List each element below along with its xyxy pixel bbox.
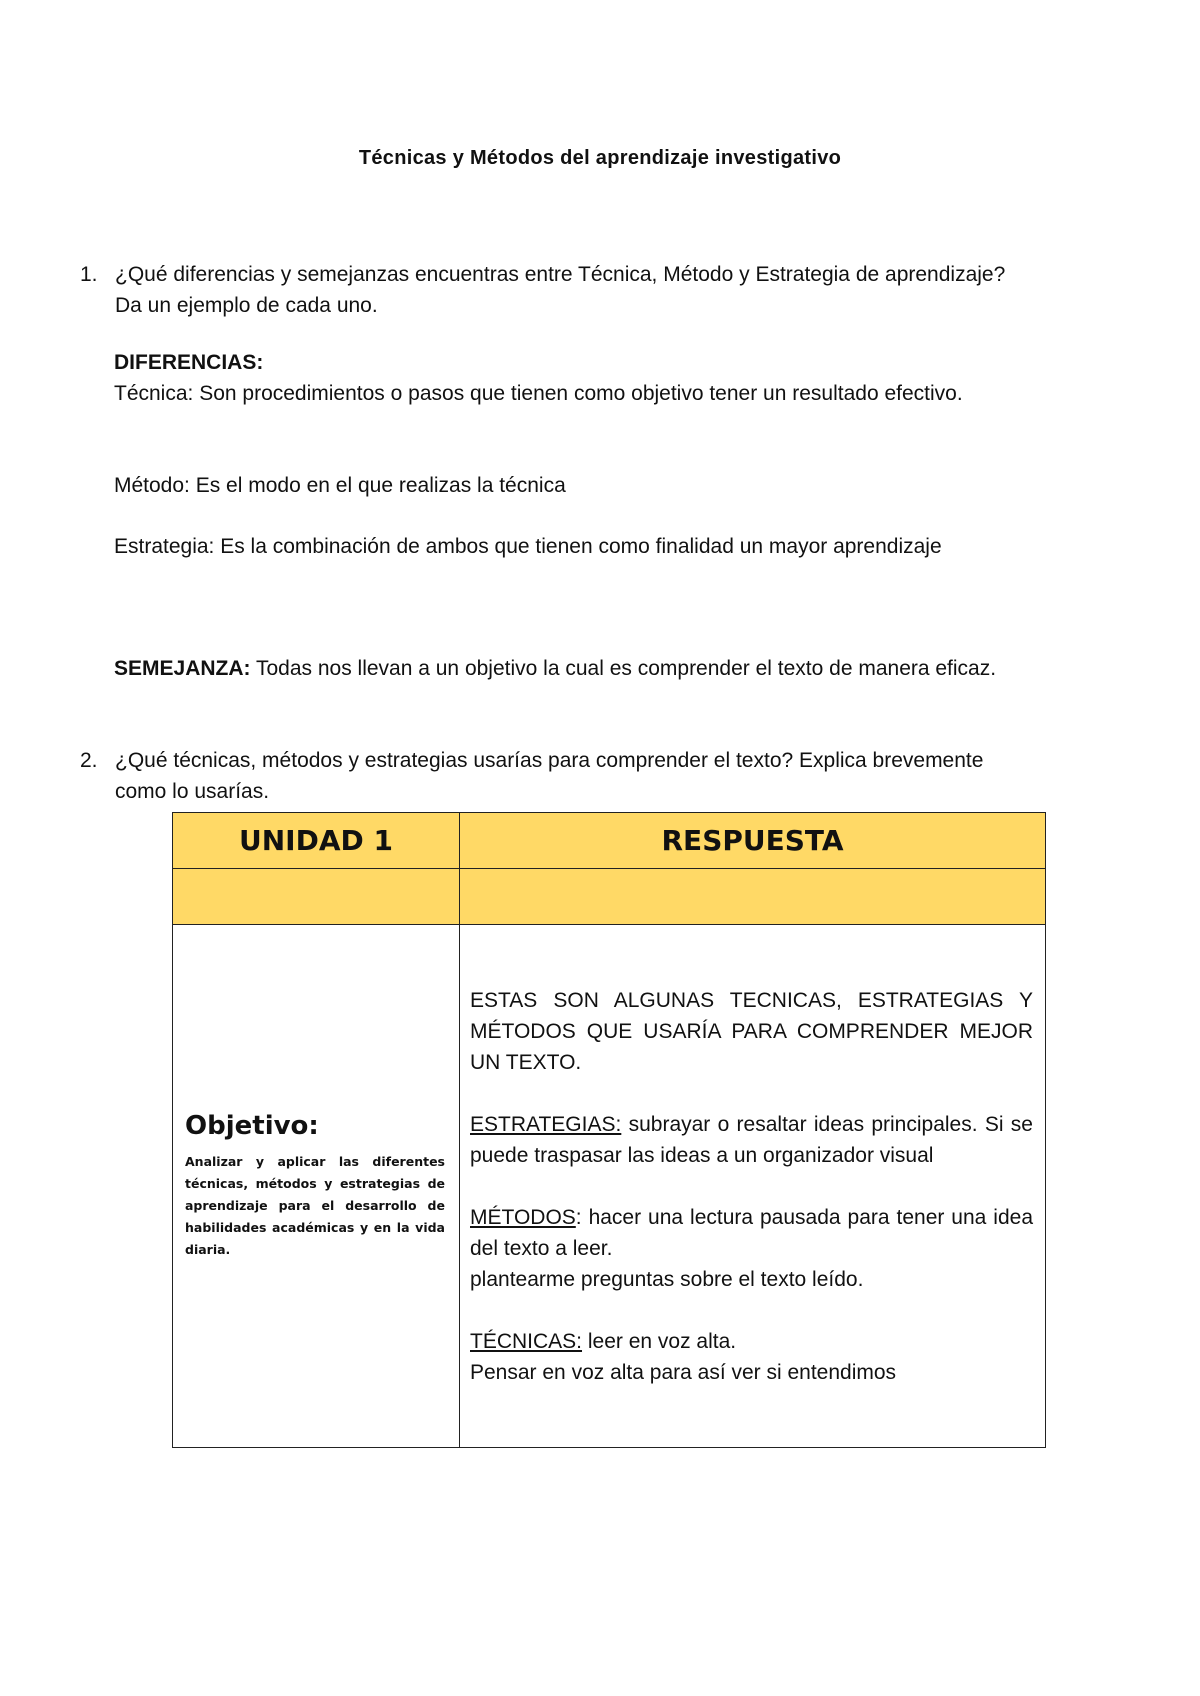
- response-intro: ESTAS SON ALGUNAS TECNICAS, ESTRATEGIAS Y MÉTODOS QUE USARÍA PARA COMPRENDER MEJOR UN TEXTO.: [470, 988, 1033, 1074]
- semejanza-text: Todas nos llevan a un objetivo la cual es comprender el texto de manera eficaz.: [250, 657, 997, 680]
- tecnicas-label: TÉCNICAS:: [470, 1329, 583, 1353]
- table-content-row: [173, 925, 1046, 1448]
- blank-cell-right: [460, 869, 1046, 925]
- metodos-text: : hacer una lectura pausada para tener una idea del texto a leer.: [470, 1205, 1033, 1260]
- estrategias-text: subrayar o resaltar ideas principales. Si se puede traspasar las ideas a un organizador visual: [470, 1112, 1033, 1167]
- objective-cell: [173, 925, 460, 1448]
- document-title: Técnicas y Métodos del aprendizaje investigativo: [358, 147, 842, 169]
- response-metodos-extra: plantearme preguntas sobre el texto leído.: [470, 1267, 864, 1291]
- question-2-number: 2.: [80, 749, 98, 772]
- response-metodos: [470, 1202, 1033, 1264]
- unit-table: [172, 812, 1046, 1448]
- response-tecnicas-extra: Pensar en voz alta para así ver si entendimos: [470, 1360, 897, 1384]
- response-cell: [460, 925, 1046, 1448]
- diferencias-estrategia: Estrategia: Es la combinación de ambos que tienen como finalidad un mayor aprendizaje: [114, 535, 942, 558]
- semejanza-paragraph: [114, 653, 1014, 684]
- header-response: RESPUESTA: [460, 813, 1046, 869]
- header-unit: UNIDAD 1: [173, 813, 460, 869]
- diferencias-tecnica: Técnica: Son procedimientos o pasos que tienen como objetivo tener un resultado efectivo.: [114, 382, 963, 405]
- estrategias-label: ESTRATEGIAS:: [470, 1112, 622, 1136]
- question-2-text: ¿Qué técnicas, métodos y estrategias usarías para comprender el texto? Explica brevemente como lo usarías.: [115, 749, 984, 803]
- metodos-label: MÉTODOS: [470, 1205, 576, 1229]
- semejanza-label: SEMEJANZA:: [114, 657, 251, 680]
- response-estrategias: [470, 1109, 1033, 1171]
- question-1: [80, 259, 1020, 321]
- question-2: [80, 745, 1020, 807]
- diferencias-heading: DIFERENCIAS:: [114, 351, 264, 374]
- response-tecnicas: [470, 1326, 1033, 1357]
- blank-cell-left: [173, 869, 460, 925]
- objective-text: Analizar y aplicar las diferentes técnicas, métodos y estrategias de aprendizaje para el desarrollo de habilidades académicas y en la vida diaria.: [185, 1154, 445, 1257]
- question-1-text: ¿Qué diferencias y semejanzas encuentras entre Técnica, Método y Estrategia de aprendizaje? Da un ejemplo de cada uno.: [115, 263, 1006, 317]
- tecnicas-text: leer en voz alta.: [582, 1329, 737, 1353]
- table-blank-row: [173, 869, 1046, 925]
- objective-title: Objetivo:: [185, 1111, 319, 1141]
- question-1-number: 1.: [80, 263, 98, 286]
- diferencias-metodo: Método: Es el modo en el que realizas la técnica: [114, 474, 566, 497]
- table-header-row: [173, 813, 1046, 869]
